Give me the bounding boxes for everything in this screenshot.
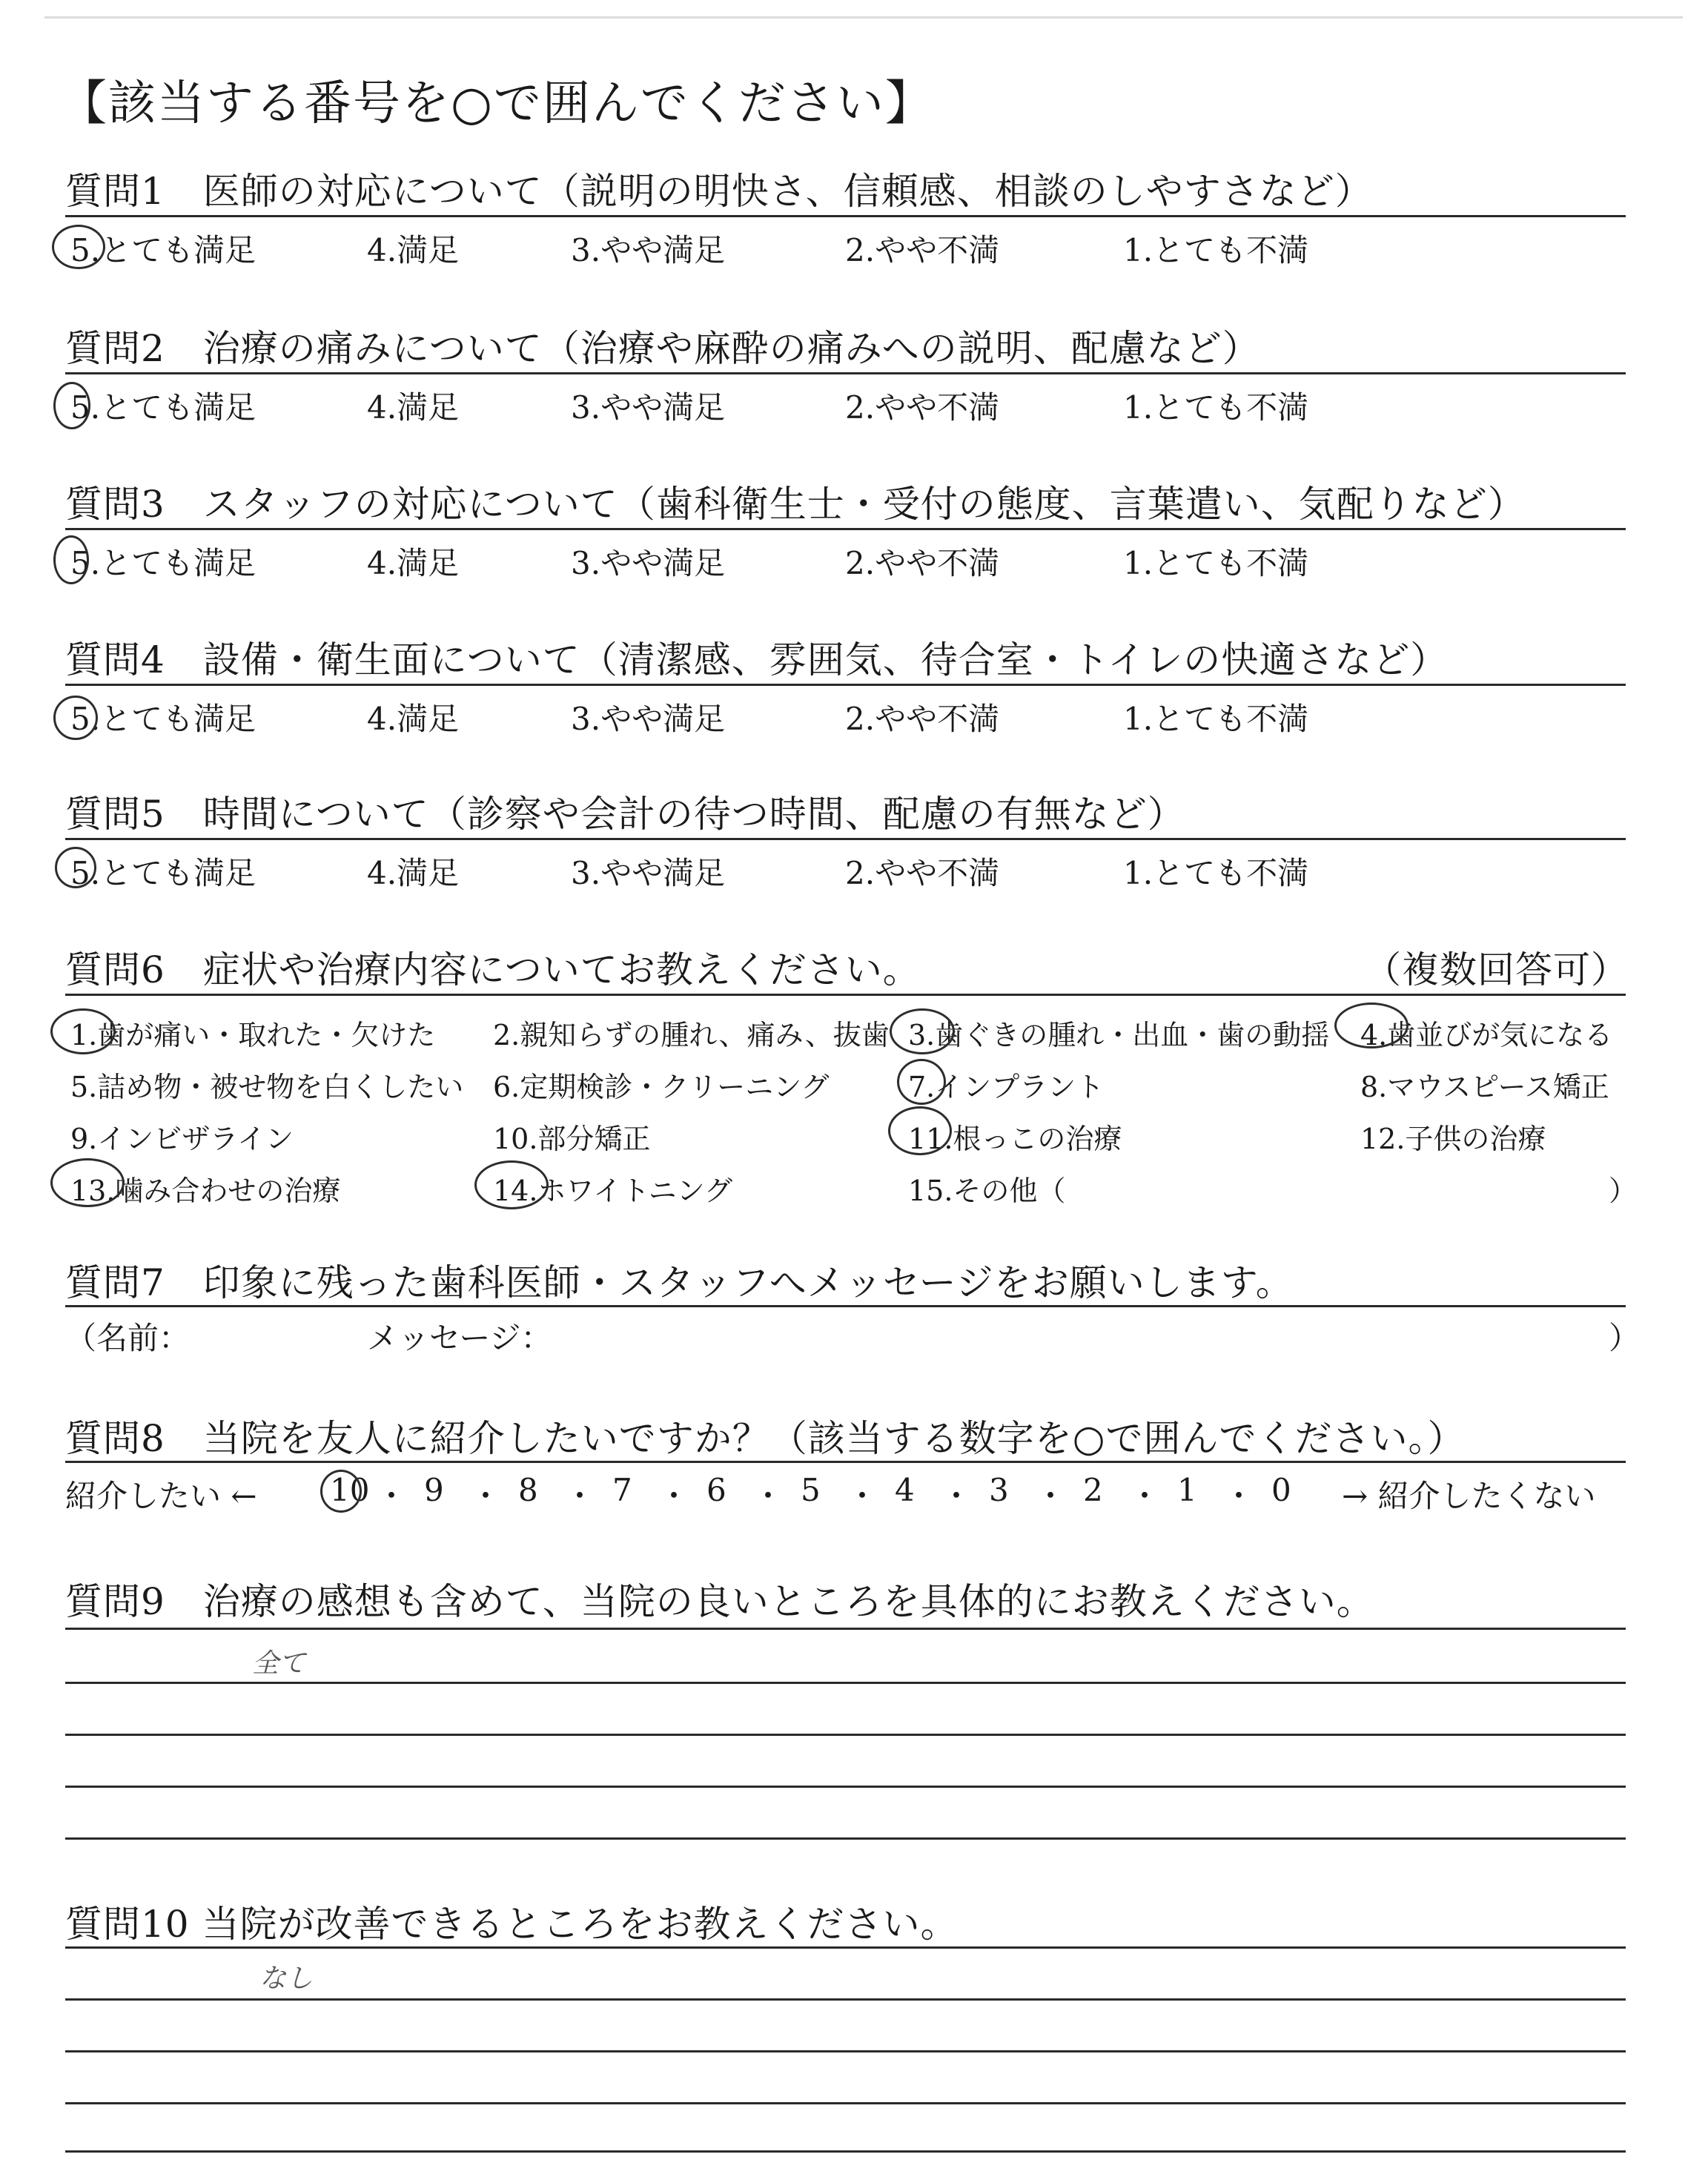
q8-left-label: 紹介したい ←	[65, 1478, 257, 1514]
q1-rule	[65, 215, 1626, 217]
q2-option-3[interactable]: 3.やや満足	[571, 389, 726, 426]
q2-option-5[interactable]: 5.とても満足	[70, 389, 256, 426]
q7-title: 質問7 印象に残った歯科医師・スタッフへメッセージをお願いします。	[65, 1261, 1294, 1304]
q6-item-10[interactable]: 10.部分矯正	[493, 1123, 651, 1155]
q7-name-label[interactable]: （名前：	[65, 1320, 191, 1356]
q3-option-4[interactable]: 4.満足	[367, 545, 460, 581]
q6-item-12[interactable]: 12.子供の治療	[1360, 1123, 1546, 1155]
q9-rule-3	[65, 1734, 1626, 1736]
q4-option-4[interactable]: 4.満足	[367, 701, 460, 737]
q8-scale-4[interactable]: 4	[895, 1472, 915, 1508]
q9-handwritten-answer: 全て	[252, 1648, 306, 1679]
q7-message-label[interactable]: メッセージ：	[367, 1320, 552, 1356]
q8-selection-circle	[320, 1470, 362, 1513]
q6-item-9[interactable]: 9.インビザライン	[70, 1123, 294, 1155]
q5-option-3[interactable]: 3.やや満足	[571, 855, 726, 891]
q9-rule-4	[65, 1786, 1626, 1788]
q6-circle-7	[897, 1059, 946, 1105]
q8-scale-8[interactable]: 8	[518, 1472, 538, 1508]
q1-option-1[interactable]: 1.とても不満	[1123, 232, 1309, 268]
q5-option-5[interactable]: 5.とても満足	[70, 855, 256, 891]
q8-scale-separator: ・	[376, 1478, 408, 1514]
q8-scale-separator: ・	[752, 1478, 784, 1514]
q6-title: 質問6 症状や治療内容についてお教えください。	[65, 948, 921, 991]
q3-option-2[interactable]: 2.やや不満	[845, 545, 1000, 581]
q9-rule-2	[65, 1682, 1626, 1684]
q8-scale-separator: ・	[941, 1478, 973, 1514]
q10-rule-3	[65, 2050, 1626, 2052]
q6-circle-14	[474, 1160, 549, 1209]
q9-rule-5	[65, 1837, 1626, 1840]
q2-title: 質問2 治療の痛みについて（治療や麻酔の痛みへの説明、配慮など）	[65, 327, 1260, 370]
q3-option-5[interactable]: 5.とても満足	[70, 545, 256, 581]
q4-title: 質問4 設備・衛生面について（清潔感、雰囲気、待合室・トイレの快適さなど）	[65, 638, 1449, 681]
q10-rule-4	[65, 2102, 1626, 2104]
q7-rule	[65, 1305, 1626, 1307]
q6-note: （複数回答可）	[1364, 948, 1629, 991]
q3-option-1[interactable]: 1.とても不満	[1123, 545, 1309, 581]
q8-scale-10[interactable]: 10	[330, 1472, 370, 1508]
q3-selection-circle	[53, 535, 89, 584]
q6-rule	[65, 994, 1626, 996]
q8-scale-0[interactable]: 0	[1271, 1472, 1291, 1508]
q10-rule-2	[65, 1998, 1626, 2001]
q5-option-1[interactable]: 1.とても不満	[1123, 855, 1309, 891]
q7-close-paren: ）	[1609, 1320, 1641, 1356]
q10-title: 質問10 当院が改善できるところをお教えください。	[65, 1903, 959, 1946]
q10-handwritten-answer: なし	[259, 1964, 314, 1994]
q9-title: 質問9 治療の感想も含めて、当院の良いところを具体的にお教えください。	[65, 1580, 1374, 1623]
q2-rule	[65, 372, 1626, 374]
q5-selection-circle	[55, 847, 96, 888]
q8-scale-3[interactable]: 3	[989, 1472, 1009, 1508]
q1-option-3[interactable]: 3.やや満足	[571, 232, 726, 268]
q6-item-13[interactable]: 13.噛み合わせの治療	[70, 1175, 341, 1207]
q1-selection-circle	[52, 225, 105, 269]
q3-option-3[interactable]: 3.やや満足	[571, 545, 726, 581]
q8-scale-1[interactable]: 1	[1177, 1472, 1197, 1508]
page-heading: 【該当する番号を○で囲んでください】	[59, 76, 934, 131]
q2-selection-circle	[53, 382, 90, 429]
q6-item-11[interactable]: 11.根っこの治療	[908, 1123, 1122, 1155]
q2-option-4[interactable]: 4.満足	[367, 389, 460, 426]
q8-scale-2[interactable]: 2	[1083, 1472, 1103, 1508]
q1-title: 質問1 医師の対応について（説明の明快さ、信頼感、相談のしやすさなど）	[65, 170, 1373, 213]
q3-rule	[65, 528, 1626, 530]
q6-circle-4	[1334, 1003, 1409, 1048]
q10-rule-5	[65, 2150, 1626, 2153]
q4-option-2[interactable]: 2.やや不満	[845, 701, 1000, 737]
q3-title: 質問3 スタッフの対応について（歯科衛生士・受付の態度、言葉遣い、気配りなど）	[65, 483, 1526, 526]
q8-scale-separator: ・	[1035, 1478, 1067, 1514]
q5-option-2[interactable]: 2.やや不満	[845, 855, 1000, 891]
q6-item-3[interactable]: 3.歯ぐきの腫れ・出血・歯の動揺	[908, 1019, 1330, 1051]
q2-option-2[interactable]: 2.やや不満	[845, 389, 1000, 426]
q2-option-1[interactable]: 1.とても不満	[1123, 389, 1309, 426]
q8-scale-separator: ・	[1129, 1478, 1161, 1514]
q6-item-8[interactable]: 8.マウスピース矯正	[1360, 1071, 1609, 1103]
q8-scale-separator: ・	[658, 1478, 690, 1514]
q8-scale-7[interactable]: 7	[612, 1472, 632, 1508]
q6-circle-1	[50, 1008, 116, 1054]
q6-circle-11	[888, 1106, 952, 1155]
q8-scale-separator: ・	[564, 1478, 596, 1514]
q4-selection-circle	[53, 696, 98, 740]
q6-other-close-paren: ）	[1609, 1175, 1638, 1207]
q1-option-2[interactable]: 2.やや不満	[845, 232, 1000, 268]
q9-rule-1	[65, 1628, 1626, 1630]
q5-rule	[65, 838, 1626, 840]
q8-scale-9[interactable]: 9	[424, 1472, 444, 1508]
q4-option-1[interactable]: 1.とても不満	[1123, 701, 1309, 737]
q4-option-5[interactable]: 5.とても満足	[70, 701, 256, 737]
q8-scale-separator: ・	[1223, 1478, 1255, 1514]
q4-option-3[interactable]: 3.やや満足	[571, 701, 726, 737]
top-border	[44, 16, 1683, 19]
q8-title: 質問8 当院を友人に紹介したいですか？（該当する数字を○で囲んでください。）	[65, 1417, 1466, 1460]
q1-option-5[interactable]: 5.とても満足	[70, 232, 256, 268]
q4-rule	[65, 684, 1626, 686]
q6-item-5[interactable]: 5.詰め物・被せ物を白くしたい	[70, 1071, 464, 1103]
q6-item-1[interactable]: 1.歯が痛い・取れた・欠けた	[70, 1019, 436, 1051]
q1-option-4[interactable]: 4.満足	[367, 232, 460, 268]
q6-circle-3	[890, 1008, 955, 1054]
q8-right-label: → 紹介したくない	[1342, 1478, 1596, 1514]
q8-rule	[65, 1461, 1626, 1463]
q6-item-7[interactable]: 7.インプラント	[908, 1071, 1105, 1103]
q6-item-14[interactable]: 14.ホワイトニング	[493, 1175, 733, 1207]
q5-option-4[interactable]: 4.満足	[367, 855, 460, 891]
q6-item-6[interactable]: 6.定期検診・クリーニング	[493, 1071, 830, 1103]
q6-item-2[interactable]: 2.親知らずの腫れ、痛み、抜歯	[493, 1019, 890, 1051]
q6-item-15[interactable]: 15.その他（	[908, 1175, 1066, 1207]
q8-scale-separator: ・	[847, 1478, 878, 1514]
q8-scale-5[interactable]: 5	[801, 1472, 821, 1508]
q10-rule-1	[65, 1946, 1626, 1949]
q6-circle-13	[50, 1158, 125, 1207]
q8-scale-separator: ・	[470, 1478, 502, 1514]
q5-title: 質問5 時間について（診察や会計の待つ時間、配慮の有無など）	[65, 793, 1185, 836]
q8-scale-6[interactable]: 6	[706, 1472, 726, 1508]
q6-item-4[interactable]: 4.歯並びが気になる	[1360, 1019, 1613, 1051]
